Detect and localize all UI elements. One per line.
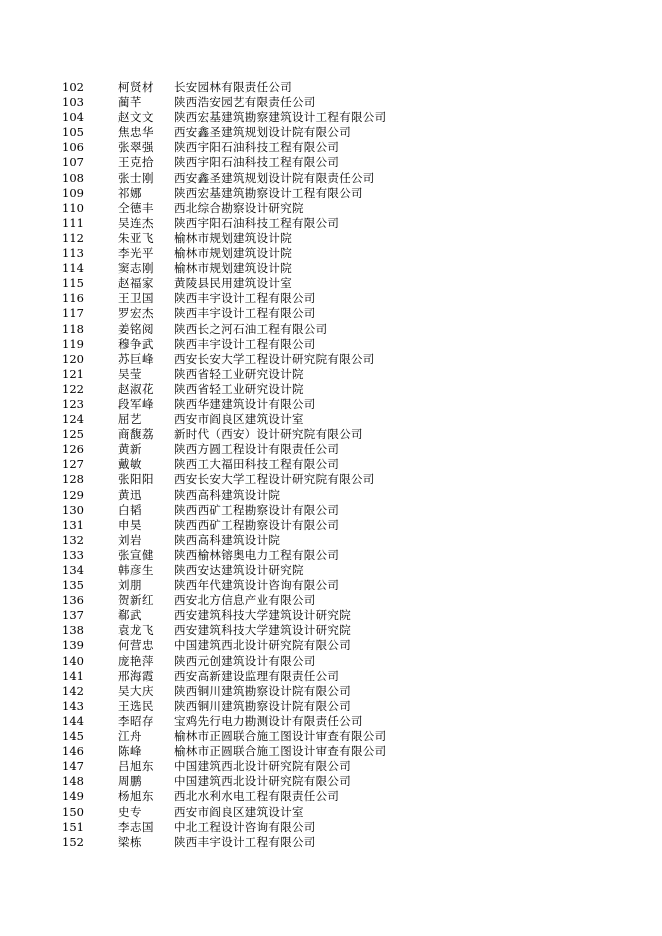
person-name: 吕旭东 bbox=[118, 759, 154, 774]
row-number: 118 bbox=[62, 321, 84, 336]
organization-name: 西北水利水电工程有限责任公司 bbox=[174, 789, 340, 804]
person-name: 柯贤材 bbox=[118, 80, 154, 94]
person-name: 苏巨峰 bbox=[118, 351, 154, 366]
person-name: 姜铭阅 bbox=[118, 321, 154, 336]
organization-name: 中国建筑西北设计研究院有限公司 bbox=[174, 774, 351, 789]
list-row bbox=[62, 337, 622, 352]
person-name: 赵福家 bbox=[118, 276, 154, 291]
row-number: 111 bbox=[62, 215, 84, 230]
organization-name: 陕西宇阳石油科技工程有限公司 bbox=[174, 155, 340, 170]
list-row bbox=[62, 548, 622, 563]
list-row bbox=[62, 95, 622, 110]
list-row bbox=[62, 276, 622, 291]
row-number: 145 bbox=[62, 729, 84, 744]
person-name: 祁娜 bbox=[118, 185, 142, 200]
organization-name: 陕西方圆工程设计有限责任公司 bbox=[174, 442, 340, 457]
list-row bbox=[62, 533, 622, 548]
person-name: 朱亚飞 bbox=[118, 230, 154, 245]
list-row bbox=[62, 608, 622, 623]
person-name: 吴莹 bbox=[118, 366, 142, 381]
organization-name: 西安建筑科技大学建筑设计研究院 bbox=[174, 623, 351, 638]
row-number: 117 bbox=[62, 306, 84, 321]
person-name: 赵淑花 bbox=[118, 381, 154, 396]
organization-name: 新时代（西安）设计研究院有限公司 bbox=[174, 427, 363, 442]
organization-name: 西安鑫圣建筑规划设计院有限公司 bbox=[174, 125, 351, 140]
list-row bbox=[62, 472, 622, 487]
list-row bbox=[62, 714, 622, 729]
organization-name: 榆林市规划建筑设计院 bbox=[174, 230, 292, 245]
row-number: 146 bbox=[62, 744, 84, 759]
list-row bbox=[62, 352, 622, 367]
row-number: 129 bbox=[62, 487, 84, 502]
row-number: 110 bbox=[62, 200, 84, 215]
list-row bbox=[62, 125, 622, 140]
list-row bbox=[62, 729, 622, 744]
list-row bbox=[62, 291, 622, 306]
person-name: 黄新 bbox=[118, 442, 142, 457]
person-name: 张阳阳 bbox=[118, 472, 154, 487]
organization-name: 西安长安大学工程设计研究院有限公司 bbox=[174, 351, 375, 366]
row-number: 113 bbox=[62, 246, 84, 261]
list-row bbox=[62, 322, 622, 337]
person-name: 王克拾 bbox=[118, 155, 154, 170]
organization-name: 陕西丰宇设计工程有限公司 bbox=[174, 834, 316, 849]
organization-name: 西北综合勘察设计研究院 bbox=[174, 200, 304, 215]
row-number: 147 bbox=[62, 759, 84, 774]
list-row bbox=[62, 457, 622, 472]
row-number: 144 bbox=[62, 713, 84, 728]
personnel-list bbox=[62, 80, 622, 850]
person-name: 申昊 bbox=[118, 517, 142, 532]
row-number: 126 bbox=[62, 442, 84, 457]
person-name: 刘岩 bbox=[118, 532, 142, 547]
organization-name: 陕西高科建筑设计院 bbox=[174, 532, 281, 547]
person-name: 何营忠 bbox=[118, 638, 154, 653]
list-row bbox=[62, 140, 622, 155]
list-row bbox=[62, 412, 622, 427]
row-number: 148 bbox=[62, 774, 84, 789]
list-row bbox=[62, 246, 622, 261]
organization-name: 榆林市正圆联合施工图设计审查有限公司 bbox=[174, 729, 387, 744]
row-number: 121 bbox=[62, 366, 84, 381]
row-number: 103 bbox=[62, 95, 84, 110]
row-number: 128 bbox=[62, 472, 84, 487]
person-name: 李光平 bbox=[118, 246, 154, 261]
organization-name: 西安鑫圣建筑规划设计院有限责任公司 bbox=[174, 170, 375, 185]
list-row bbox=[62, 774, 622, 789]
person-name: 庞艳萍 bbox=[118, 653, 154, 668]
organization-name: 陕西丰宇设计工程有限公司 bbox=[174, 291, 316, 306]
list-row bbox=[62, 744, 622, 759]
person-name: 袁龙飞 bbox=[118, 623, 154, 638]
list-row bbox=[62, 638, 622, 653]
list-row bbox=[62, 110, 622, 125]
row-number: 124 bbox=[62, 412, 84, 427]
person-name: 张翠强 bbox=[118, 140, 154, 155]
row-number: 133 bbox=[62, 547, 84, 562]
person-name: 王卫国 bbox=[118, 291, 154, 306]
person-name: 李志国 bbox=[118, 819, 154, 834]
list-row bbox=[62, 216, 622, 231]
person-name: 穆争武 bbox=[118, 336, 154, 351]
list-row bbox=[62, 171, 622, 186]
organization-name: 长安园林有限责任公司 bbox=[174, 80, 292, 94]
organization-name: 陕西安达建筑设计研究院 bbox=[174, 563, 304, 577]
organization-name: 陕西西矿工程勘察设计有限公司 bbox=[174, 502, 340, 517]
row-number: 106 bbox=[62, 140, 84, 155]
person-name: 王选民 bbox=[118, 698, 154, 713]
list-row bbox=[62, 699, 622, 714]
list-row bbox=[62, 186, 622, 201]
row-number: 137 bbox=[62, 608, 84, 623]
row-number: 138 bbox=[62, 623, 84, 638]
organization-name: 黄陵县民用建筑设计室 bbox=[174, 276, 292, 291]
list-row bbox=[62, 835, 622, 850]
row-number: 123 bbox=[62, 396, 84, 411]
organization-name: 陕西铜川建筑勘察设计院有限公司 bbox=[174, 683, 351, 698]
row-number: 102 bbox=[62, 80, 84, 94]
person-name: 仝德丰 bbox=[118, 200, 154, 215]
person-name: 屈艺 bbox=[118, 412, 142, 427]
list-row bbox=[62, 488, 622, 503]
list-row bbox=[62, 623, 622, 638]
row-number: 141 bbox=[62, 668, 84, 683]
person-name: 邢海霞 bbox=[118, 668, 154, 683]
list-row bbox=[62, 593, 622, 608]
organization-name: 陕西元创建筑设计有限公司 bbox=[174, 653, 316, 668]
organization-name: 宝鸡先行电力勘测设计有限责任公司 bbox=[174, 713, 363, 728]
row-number: 114 bbox=[62, 261, 84, 276]
list-row bbox=[62, 759, 622, 774]
organization-name: 陕西省轻工业研究设计院 bbox=[174, 381, 304, 396]
person-name: 段军峰 bbox=[118, 396, 154, 411]
organization-name: 陕西年代建筑设计咨询有限公司 bbox=[174, 578, 340, 593]
person-name: 刘朋 bbox=[118, 578, 142, 593]
person-name: 戴敏 bbox=[118, 457, 142, 472]
organization-name: 陕西工大福田科技工程有限公司 bbox=[174, 457, 340, 472]
row-number: 132 bbox=[62, 532, 84, 547]
row-number: 122 bbox=[62, 381, 84, 396]
row-number: 143 bbox=[62, 698, 84, 713]
person-name: 焦忠华 bbox=[118, 125, 154, 140]
organization-name: 西安高新建设监理有限责任公司 bbox=[174, 668, 340, 683]
organization-name: 西安北方信息产业有限公司 bbox=[174, 593, 316, 608]
organization-name: 中国建筑西北设计研究院有限公司 bbox=[174, 759, 351, 774]
row-number: 152 bbox=[62, 834, 84, 849]
list-row bbox=[62, 789, 622, 804]
row-number: 136 bbox=[62, 593, 84, 608]
list-row bbox=[62, 503, 622, 518]
person-name: 江舟 bbox=[118, 729, 142, 744]
row-number: 108 bbox=[62, 170, 84, 185]
person-name: 陈峰 bbox=[118, 744, 142, 759]
list-row bbox=[62, 805, 622, 820]
person-name: 吴大庆 bbox=[118, 683, 154, 698]
organization-name: 西安长安大学工程设计研究院有限公司 bbox=[174, 472, 375, 487]
row-number: 120 bbox=[62, 351, 84, 366]
list-row bbox=[62, 684, 622, 699]
list-row bbox=[62, 261, 622, 276]
organization-name: 榆林市规划建筑设计院 bbox=[174, 261, 292, 276]
list-row bbox=[62, 397, 622, 412]
organization-name: 榆林市规划建筑设计院 bbox=[174, 246, 292, 261]
organization-name: 陕西宇阳石油科技工程有限公司 bbox=[174, 140, 340, 155]
list-row bbox=[62, 669, 622, 684]
organization-name: 中国建筑西北设计研究院有限公司 bbox=[174, 638, 351, 653]
person-name: 李昭存 bbox=[118, 713, 154, 728]
list-row bbox=[62, 442, 622, 457]
list-row bbox=[62, 367, 622, 382]
organization-name: 陕西丰宇设计工程有限公司 bbox=[174, 336, 316, 351]
person-name: 吴连杰 bbox=[118, 215, 154, 230]
row-number: 142 bbox=[62, 683, 84, 698]
row-number: 130 bbox=[62, 502, 84, 517]
organization-name: 陕西西矿工程勘察设计有限公司 bbox=[174, 517, 340, 532]
row-number: 131 bbox=[62, 517, 84, 532]
person-name: 白韬 bbox=[118, 502, 142, 517]
person-name: 罗宏杰 bbox=[118, 306, 154, 321]
person-name: 周鹏 bbox=[118, 774, 142, 789]
organization-name: 陕西长之河石油工程有限公司 bbox=[174, 321, 328, 336]
row-number: 140 bbox=[62, 653, 84, 668]
row-number: 115 bbox=[62, 276, 84, 291]
list-row bbox=[62, 654, 622, 669]
person-name: 杨旭东 bbox=[118, 789, 154, 804]
list-row bbox=[62, 427, 622, 442]
organization-name: 陕西铜川建筑勘察设计院有限公司 bbox=[174, 698, 351, 713]
list-row bbox=[62, 578, 622, 593]
list-row bbox=[62, 563, 622, 578]
row-number: 116 bbox=[62, 291, 84, 306]
person-name: 史专 bbox=[118, 804, 142, 819]
list-row bbox=[62, 80, 622, 95]
row-number: 125 bbox=[62, 427, 84, 442]
row-number: 109 bbox=[62, 185, 84, 200]
list-row bbox=[62, 306, 622, 321]
organization-name: 陕西宇阳石油科技工程有限公司 bbox=[174, 215, 340, 230]
list-row bbox=[62, 231, 622, 246]
person-name: 窦志刚 bbox=[118, 261, 154, 276]
row-number: 105 bbox=[62, 125, 84, 140]
row-number: 139 bbox=[62, 638, 84, 653]
row-number: 135 bbox=[62, 578, 84, 593]
organization-name: 陕西高科建筑设计院 bbox=[174, 487, 281, 502]
row-number: 104 bbox=[62, 110, 84, 125]
row-number: 127 bbox=[62, 457, 84, 472]
list-row bbox=[62, 155, 622, 170]
list-row bbox=[62, 820, 622, 835]
list-row bbox=[62, 382, 622, 397]
person-name: 张宣健 bbox=[118, 547, 154, 562]
organization-name: 陕西宏基建筑勘察设计工程有限公司 bbox=[174, 185, 363, 200]
row-number: 149 bbox=[62, 789, 84, 804]
organization-name: 陕西省轻工业研究设计院 bbox=[174, 366, 304, 381]
organization-name: 中北工程设计咨询有限公司 bbox=[174, 819, 316, 834]
person-name: 贺新红 bbox=[118, 593, 154, 608]
row-number: 151 bbox=[62, 819, 84, 834]
person-name: 黄迅 bbox=[118, 487, 142, 502]
row-number: 107 bbox=[62, 155, 84, 170]
row-number: 150 bbox=[62, 804, 84, 819]
person-name: 郗武 bbox=[118, 608, 142, 623]
person-name: 梁栋 bbox=[118, 834, 142, 849]
person-name: 蔺芊 bbox=[118, 95, 142, 110]
person-name: 商馥荔 bbox=[118, 427, 154, 442]
person-name: 赵文文 bbox=[118, 110, 154, 125]
row-number: 119 bbox=[62, 336, 84, 351]
organization-name: 西安市阎良区建筑设计室 bbox=[174, 804, 304, 819]
list-row bbox=[62, 518, 622, 533]
organization-name: 陕西丰宇设计工程有限公司 bbox=[174, 306, 316, 321]
organization-name: 西安市阎良区建筑设计室 bbox=[174, 412, 304, 427]
person-name: 张士刚 bbox=[118, 170, 154, 185]
organization-name: 陕西榆林镕奥电力工程有限公司 bbox=[174, 547, 340, 562]
row-number: 112 bbox=[62, 230, 84, 245]
organization-name: 陕西浩安园艺有限责任公司 bbox=[174, 95, 316, 110]
organization-name: 榆林市正圆联合施工图设计审查有限公司 bbox=[174, 744, 387, 759]
organization-name: 西安建筑科技大学建筑设计研究院 bbox=[174, 608, 351, 623]
list-row bbox=[62, 201, 622, 216]
row-number: 134 bbox=[62, 563, 84, 577]
organization-name: 陕西华建建筑设计有限公司 bbox=[174, 396, 316, 411]
person-name: 韩彦生 bbox=[118, 563, 154, 577]
organization-name: 陕西宏基建筑勘察建筑设计工程有限公司 bbox=[174, 110, 387, 125]
